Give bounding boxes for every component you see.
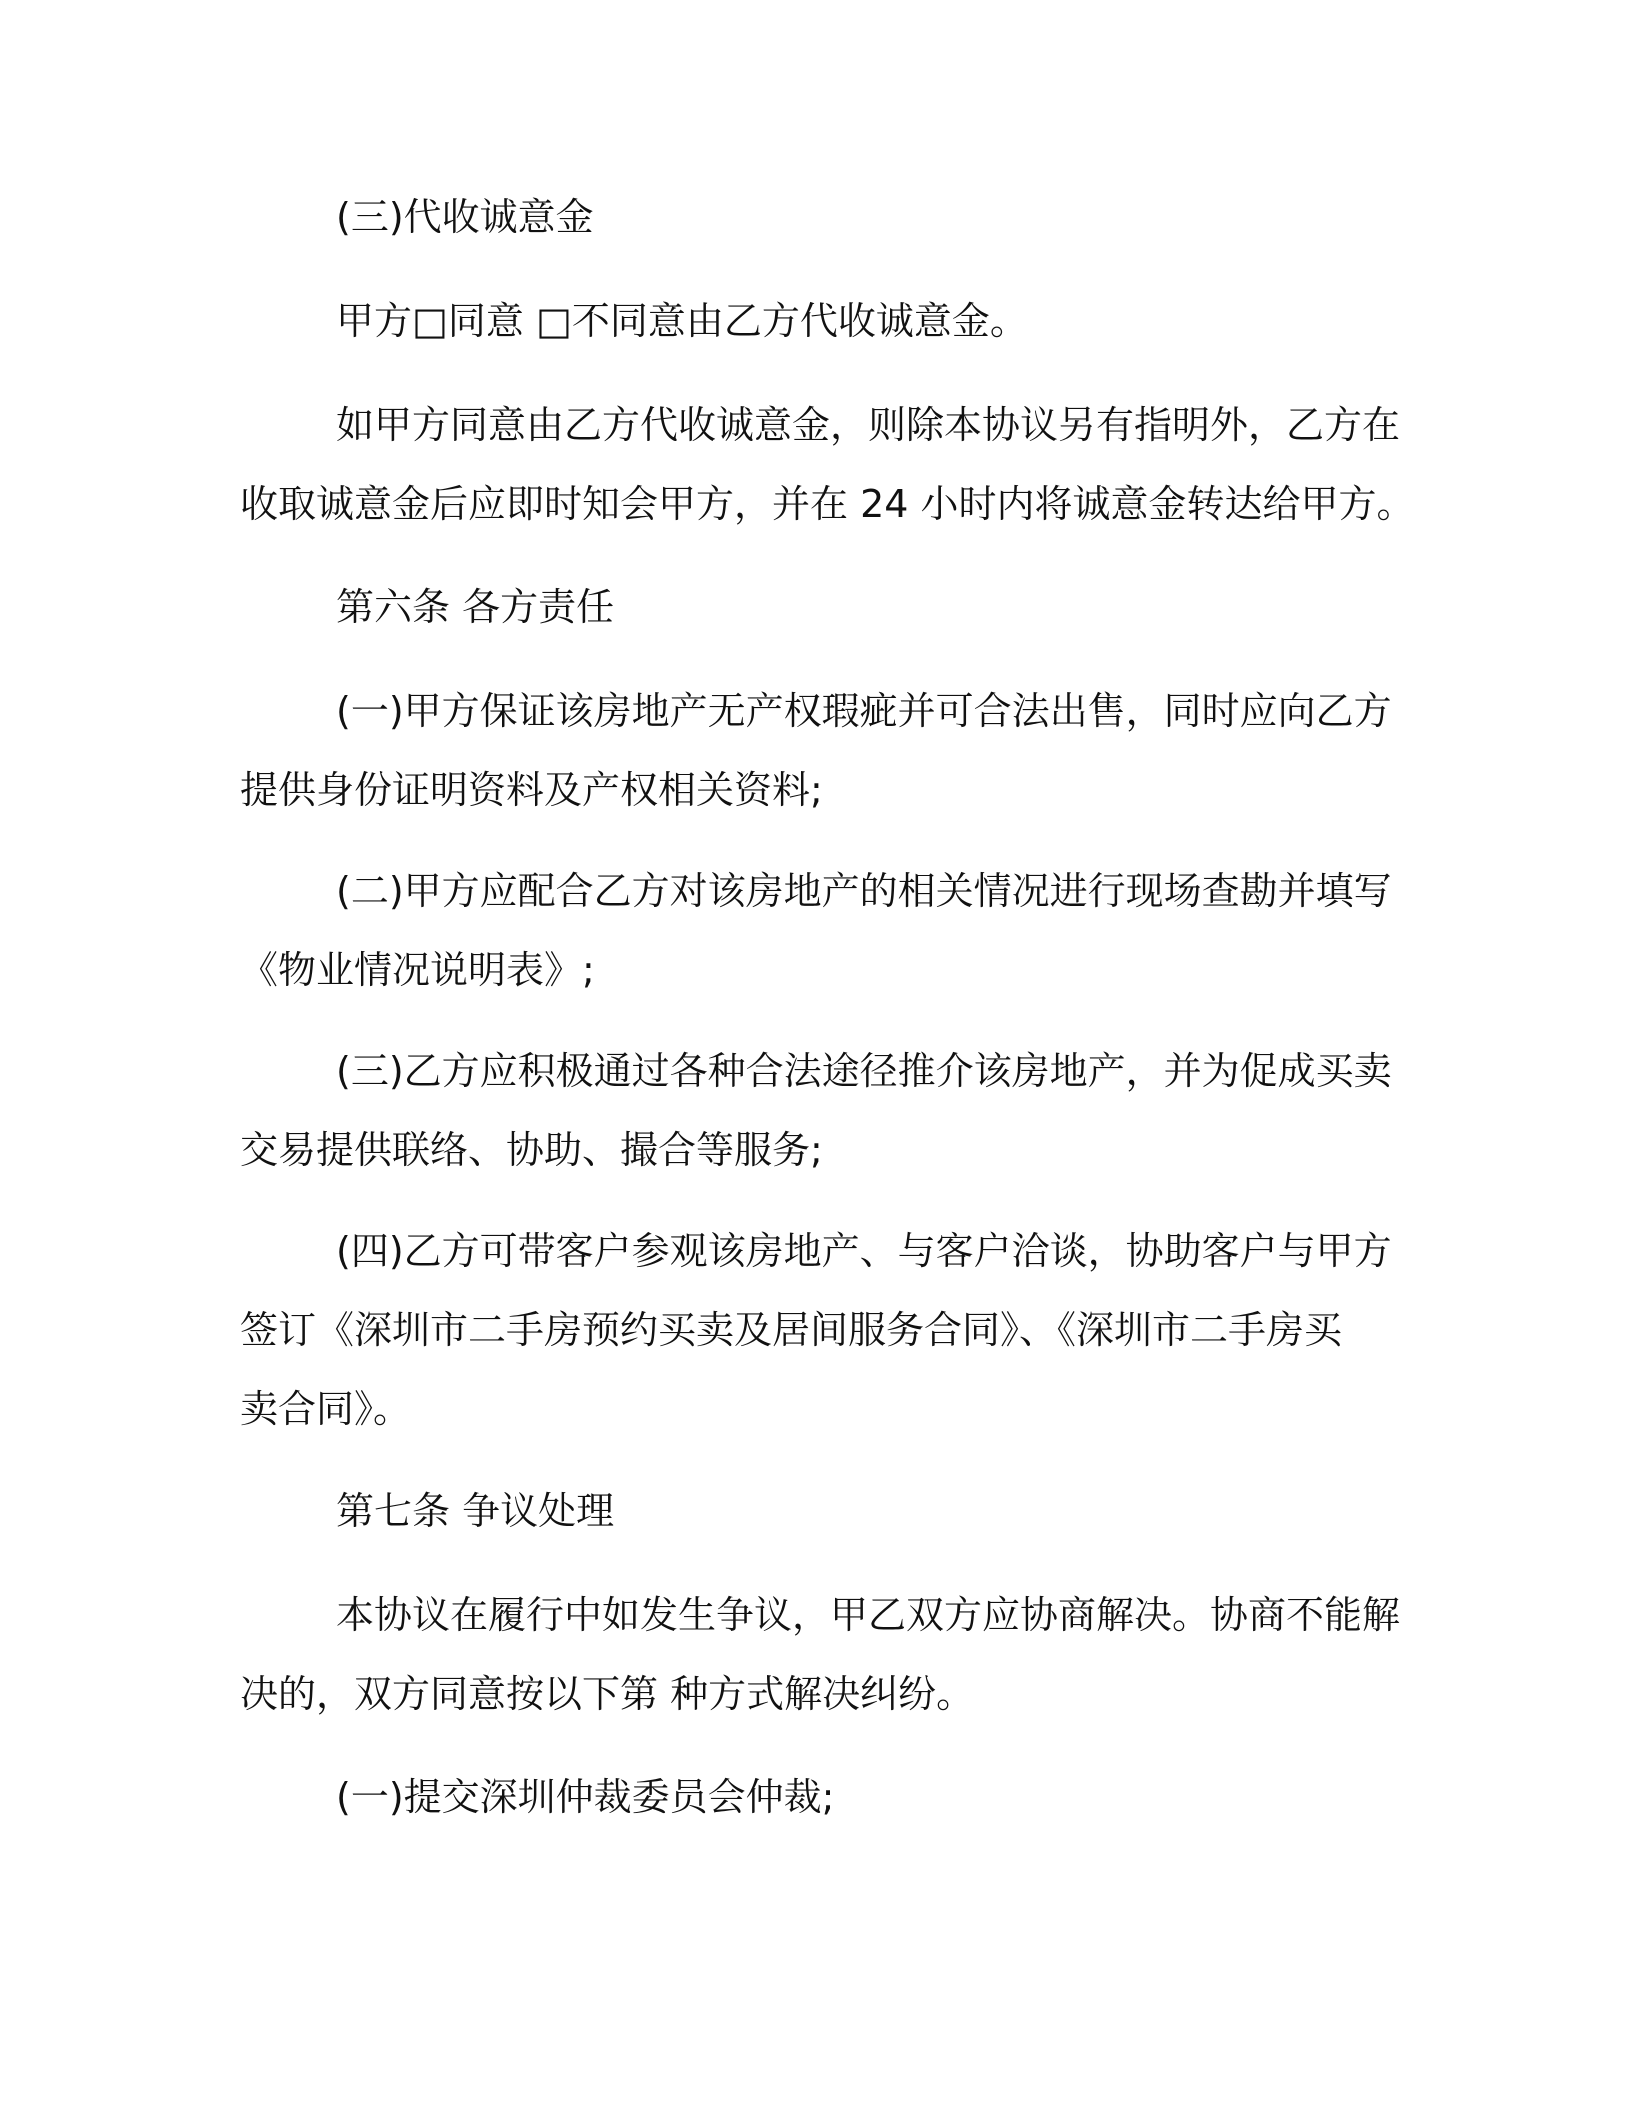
text-line: 第七条 争议处理 [336,1489,615,1533]
text-line: 提供身份证明资料及产权相关资料; [240,768,823,812]
paragraph-consent-options [240,282,1380,361]
text-line: (四)乙方可带客户参观该房地产、与客户洽谈，协助客户与甲方 [336,1229,1392,1273]
paragraph-article-6-item-4 [240,1212,1392,1449]
paragraph-article-6-item-2 [240,852,1392,1010]
text-line: 交易提供联络、协助、撮合等服务; [240,1128,823,1172]
paragraph-article-7-item-1 [240,1758,1380,1837]
heading-article-7 [240,1472,1380,1551]
text-line: 甲方□同意 □不同意由乙方代收诚意金。 [336,299,1028,343]
paragraph-article-6-item-1 [240,672,1392,830]
paragraph-dispute-resolution [240,1576,1401,1734]
text-line: 决的，双方同意按以下第 种方式解决纠纷。 [240,1672,975,1716]
text-line: (一)甲方保证该房地产无产权瑕疵并可合法出售，同时应向乙方 [336,689,1392,733]
text-line: 本协议在履行中如发生争议，甲乙双方应协商解决。协商不能解 [336,1593,1401,1637]
text-line: 《物业情况说明表》; [240,948,595,992]
text-line: 第六条 各方责任 [336,585,615,629]
text-line: (三)乙方应积极通过各种合法途径推介该房地产，并为促成买卖 [336,1049,1392,1093]
text-line: (三)代收诚意金 [336,195,594,239]
heading-article-6 [240,568,1380,647]
paragraph-deposit-collection [240,386,1415,544]
text-line: 卖合同》。 [240,1387,412,1431]
paragraph-article-6-item-3 [240,1032,1392,1190]
text-line: 签订《深圳市二手房预约买卖及居间服务合同》、《深圳市二手房买 [240,1308,1343,1352]
text-line: 如甲方同意由乙方代收诚意金，则除本协议另有指明外，乙方在 [336,403,1401,447]
paragraph-section-3-header [240,178,1380,257]
text-line: (二)甲方应配合乙方对该房地产的相关情况进行现场查勘并填写 [336,869,1392,913]
text-line: (一)提交深圳仲裁委员会仲裁; [336,1775,835,1819]
text-line: 收取诚意金后应即时知会甲方，并在 24 小时内将诚意金转达给甲方。 [240,482,1415,526]
